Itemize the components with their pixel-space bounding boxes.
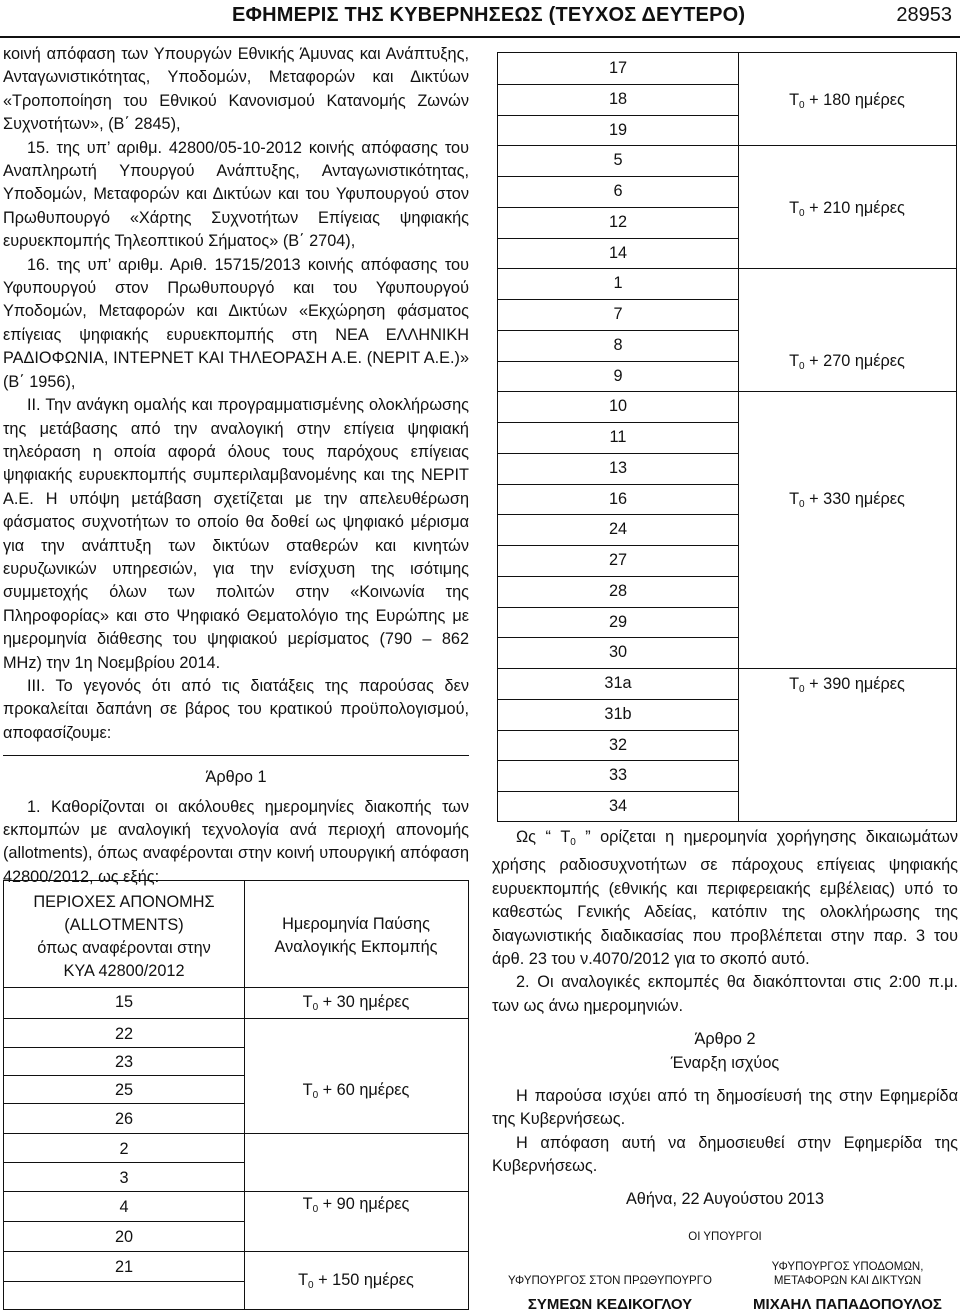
page-header	[0, 0, 960, 38]
paragraph-III: ΙΙΙ. Το γεγονός ότι από τις διατάξεις της παρούσας δεν προκαλείται δαπάνη σε βάρος του κρατικού προϋπολογισμού, αποφασίζουμε:	[3, 676, 469, 742]
ministers-label: ΟΙ ΥΠΟΥΡΓΟΙ	[688, 1231, 762, 1243]
table-row: 27	[608, 551, 628, 569]
table-row: 6	[613, 182, 623, 200]
table-row: 31a	[604, 674, 632, 692]
paragraph-14-cont: κοινή απόφαση των Υπουργών Εθνικής Άμυνας και Ανάπτυξης, Ανταγωνιστικότητας, Υποδομών, Μεταφορών και Δικτύων «Τροποποίηση του Εθνικού Κανονισμού Κατανομής Ζωνών Συχνοτήτων», (Β΄ 2845),	[3, 45, 469, 134]
table-row: 33	[608, 766, 628, 785]
table-row: 17	[608, 59, 628, 77]
cessation-date-cell: $T_0 + 90$ ημέρες	[302, 1195, 410, 1215]
table-row: 31b	[604, 704, 632, 723]
table-row: 32	[608, 735, 628, 754]
table-row: 11	[609, 428, 627, 446]
article-2-paragraph: Η παρούσα ισχύει από τη δημοσίευσή της στην Εφημερίδα της Κυβερνήσεως.	[492, 1087, 958, 1129]
table-row: 8	[613, 335, 623, 354]
table-row: 26	[114, 1110, 134, 1128]
table-header-cessation-date: Ημερομηνία Παύσης Αναλογικής Εκπομπής	[274, 915, 438, 956]
t0-definition: Ως “ $T_0$ ” ορίζεται η ημερομηνία χορήγησης δικαιωμάτων χρήσης ραδιοσυχνοτήτων σε πάροχους επίγειας ψηφιακής ευρυεκπομπής (εθνικής και περιφερειακής εμβέλειας) υπό το καθεστώς Γενικής Αδείας, κατόπιν της ολοκλήρωσης της διαγωνιστικής διαδικασίας που προβλέπεται στην παρ. 3 του άρθ. 23 του ν.4070/2012 για το σκοπό αυτό.	[492, 828, 958, 969]
table-row: 29	[608, 612, 628, 631]
cessation-date-cell: $T_0 + 210$ ημέρες	[789, 199, 905, 219]
table-row: 19	[608, 120, 628, 139]
table-row: 13	[608, 458, 628, 477]
table-header-allotments: ΠΕΡΙΟΧΕΣ ΑΠΟΝΟΜΗΣ (ALLOTMENTS) όπως αναφέρονται στην ΚΥΑ 42800/2012	[33, 893, 215, 980]
table-row: 14	[608, 243, 628, 262]
cessation-date-cell: $T_0 + 330$ ημέρες	[789, 490, 905, 510]
section-divider	[3, 755, 469, 756]
table-row: 18	[608, 89, 628, 108]
paragraph-15: 15. της υπ’ αριθμ. 42800/05-10-2012 κοινής απόφασης του Αναπληρωτή Υπουργού Ανάπτυξης, Ανταγωνιστικότητας, Υποδομών, Μεταφορών και Δικτύων και του Υφυπουργού στον Πρωθυπουργό «Χάρτης Συχνοτήτων Επίγειας ψηφιακής ευρυεκπομπής Τηλεοπτικού Σήματος» (Β΄ 2704),	[3, 138, 469, 251]
table-row: 5	[613, 151, 623, 170]
cessation-date-cell: $T_0 + 60$ ημέρες	[302, 1081, 410, 1101]
article-1-title: Άρθρο 1	[205, 768, 267, 787]
cessation-date-cell: $T_0 + 150$ ημέρες	[298, 1271, 414, 1291]
table-row: 22	[114, 1025, 134, 1043]
table-row: 7	[613, 305, 623, 323]
page-number: 28953	[896, 4, 952, 26]
paragraph-II: ΙΙ. Την ανάγκη ομαλής και προγραμματισμένης ολοκλήρωσης της μετάβασης από την αναλογική στην επίγεια ψηφιακή τηλεόραση η οποία αφορά όλους τους παρόχους επίγειας ψηφιακής ευρυεκπομπής συμπεριλαμβανομένης και της ΝΕΡΙΤ Α.Ε. Η υπόψη μετάβαση σχετίζεται με την απελευθέρωση φάσματος συχνοτήτων το οποίο θα δοθεί ως ψηφιακό μέρισμα για την ανάπτυξη των δικτύων σταθερών και κινητών ευρυζωνικών υπηρεσιών, για την ενίσχυση της ισότιμης συμμετοχής όλων των πολιτών στην «Κοινωνία της Πληροφορίας» και στο Ψηφιακό Θεματολόγιο της Ευρώπης με ημερομηνία διάθεσης του ψηφιακού μερίσματος (790 – 862 MHz) την 1η Νοεμβρίου 2014.	[3, 396, 469, 672]
signatory-right-title: ΥΦΥΠΟΥΡΓΟΣ ΥΠΟΔΟΜΩΝ, ΜΕΤΑΦΟΡΩΝ ΚΑΙ ΔΙΚΤΥΩΝ	[771, 1261, 924, 1287]
table-row: 30	[608, 643, 628, 662]
article-1-paragraph-2: 2. Οι αναλογικές εκπομπές θα διακόπτονται στις 2:00 π.μ. των ως άνω ημερομηνιών.	[492, 973, 958, 1015]
signatory-left-title: ΥΦΥΠΟΥΡΓΟΣ ΣΤΟΝ ΠΡΩΘΥΠΟΥΡΓΟ	[508, 1275, 712, 1287]
table-row: 28	[608, 581, 628, 600]
table-row: 34	[608, 797, 628, 815]
table-row: 2	[119, 1140, 129, 1158]
cessation-date-cell: $T_0 + 180$ ημέρες	[789, 91, 905, 111]
left-column	[3, 43, 469, 889]
signatory-left-name: ΣΥΜΕΩΝ ΚΕΔΙΚΟΓΛΟΥ	[527, 1296, 693, 1313]
article-2-title: Άρθρο 2	[694, 1030, 756, 1049]
table-row: 3	[119, 1169, 129, 1187]
publication-order: Η απόφαση αυτή να δημοσιευθεί στην Εφημερίδα της Κυβερνήσεως.	[492, 1133, 958, 1176]
cessation-date-cell: $T_0 + 390$ ημέρες	[789, 675, 905, 695]
signatory-right-name: ΜΙΧΑΗΛ ΠΑΠΑΔΟΠΟΥΛΟΣ	[753, 1296, 942, 1313]
table-row: 21	[114, 1258, 134, 1276]
cessation-date-cell: $T_0 + 270$ ημέρες	[789, 352, 905, 372]
table-row: 15	[114, 993, 134, 1011]
gazette-title: ΕΦΗΜΕΡΙΣ ΤΗΣ ΚΥΒΕΡΝΗΣΕΩΣ (ΤΕΥΧΟΣ ΔΕΥΤΕΡΟ)	[232, 4, 746, 26]
table-row: 23	[114, 1053, 134, 1071]
table-row: 24	[608, 520, 628, 539]
right-column	[492, 826, 958, 1179]
table-row: 16	[608, 489, 628, 508]
article-2-subtitle: Έναρξη ισχύος	[670, 1053, 780, 1072]
table-row: 1	[613, 274, 623, 293]
table-row: 9	[613, 366, 623, 385]
signing-date: Αθήνα, 22 Αυγούστου 2013	[625, 1190, 825, 1208]
allotments-table-left	[3, 880, 469, 1310]
table-row: 12	[608, 212, 628, 231]
table-row: 20	[114, 1228, 134, 1246]
article-1-paragraph-1: 1. Καθορίζονται οι ακόλουθες ημερομηνίες διακοπής των εκπομπών με αναλογική τεχνολογία ανά περιοχή απονομής (allotments), όπως αναφέρονται στην κοινή υπουργική απόφαση 42800/2012, ως εξής:	[3, 797, 469, 886]
cessation-date-cell: $T_0 + 30$ ημέρες	[302, 993, 410, 1013]
table-row: 25	[114, 1081, 134, 1099]
table-row: 10	[608, 397, 628, 416]
table-row: 4	[119, 1198, 129, 1216]
paragraph-16: 16. της υπ’ αριθμ. Αριθ. 15715/2013 κοινής απόφασης του Υφυπουργού στον Πρωθυπουργό και του Υφυπουργού Υποδομών, Μεταφορών και Δικτύων «Εκχώρηση φάσματος επίγειας ψηφιακής ευρυεκπομπής στη ΝΕΑ ΕΛΛΗΝΙΚΗ ΡΑΔΙΟΦΩΝΙΑ, ΙΝΤΕΡΝΕΤ ΚΑΙ ΤΗΛΕΟΡΑΣΗ Α.Ε. (ΝΕΡΙΤ Α.Ε.)» (Β΄ 1956),	[3, 255, 469, 391]
allotments-table-right	[497, 52, 957, 822]
